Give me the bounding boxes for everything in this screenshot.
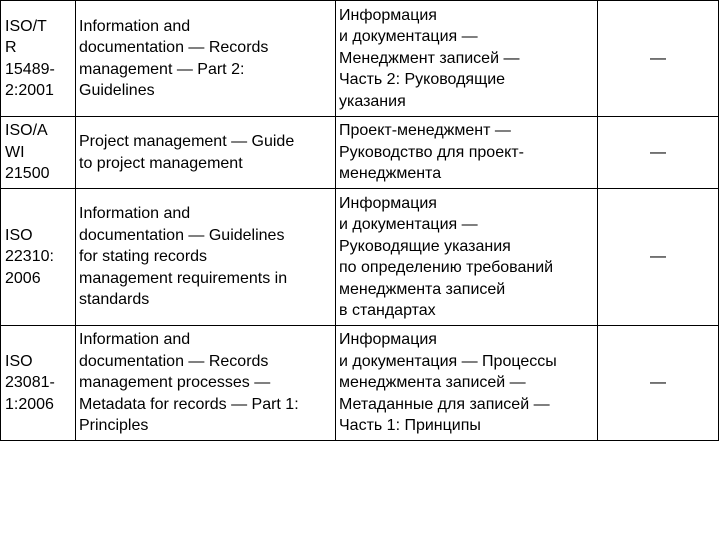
standard-code: ISO/A WI 21500 <box>5 122 50 183</box>
russian-title: Информация и документация — Руководящие указания по определению требований менеджмента записей в стандартах <box>339 194 554 319</box>
equivalent-dash: — <box>650 248 666 266</box>
table-row <box>1 117 719 189</box>
standard-code-cell <box>1 117 76 189</box>
standard-code: ISO 22310: 2006 <box>5 226 54 287</box>
standard-code-cell <box>1 189 76 326</box>
russian-title-cell <box>336 117 598 189</box>
table-row <box>1 326 719 441</box>
russian-title-cell <box>336 326 598 441</box>
english-title-cell <box>76 189 336 326</box>
equivalent-cell <box>598 326 719 441</box>
table-row <box>1 189 719 326</box>
equivalent-cell <box>598 117 719 189</box>
table-row <box>1 1 719 117</box>
standard-code-cell <box>1 326 76 441</box>
russian-title: Информация и документация — Менеджмент записей — Часть 2: Руководящие указания <box>339 6 520 110</box>
english-title: Information and documentation — Guidelines for stating records management requirements in standards <box>79 205 288 309</box>
equivalent-cell <box>598 189 719 326</box>
russian-title: Информация и документация — Процессы менеджмента записей — Метаданные для записей — Часть 1: Принципы <box>339 331 557 435</box>
standard-code: ISO/T R 15489- 2:2001 <box>5 17 55 99</box>
equivalent-dash: — <box>650 49 666 67</box>
english-title: Information and documentation — Records management processes — Metadata for records — Part 1: Principles <box>79 331 299 435</box>
standard-code: ISO 23081- 1:2006 <box>5 352 55 413</box>
equivalent-dash: — <box>650 143 666 161</box>
english-title: Project management — Guide to project management <box>79 133 295 172</box>
equivalent-cell <box>598 1 719 117</box>
english-title: Information and documentation — Records management — Part 2: Guidelines <box>79 17 269 99</box>
english-title-cell <box>76 117 336 189</box>
russian-title: Проект-менеджмент — Руководство для проект- менеджмента <box>339 122 524 183</box>
russian-title-cell <box>336 189 598 326</box>
equivalent-dash: — <box>650 374 666 392</box>
english-title-cell <box>76 1 336 117</box>
russian-title-cell <box>336 1 598 117</box>
english-title-cell <box>76 326 336 441</box>
standard-code-cell <box>1 1 76 117</box>
